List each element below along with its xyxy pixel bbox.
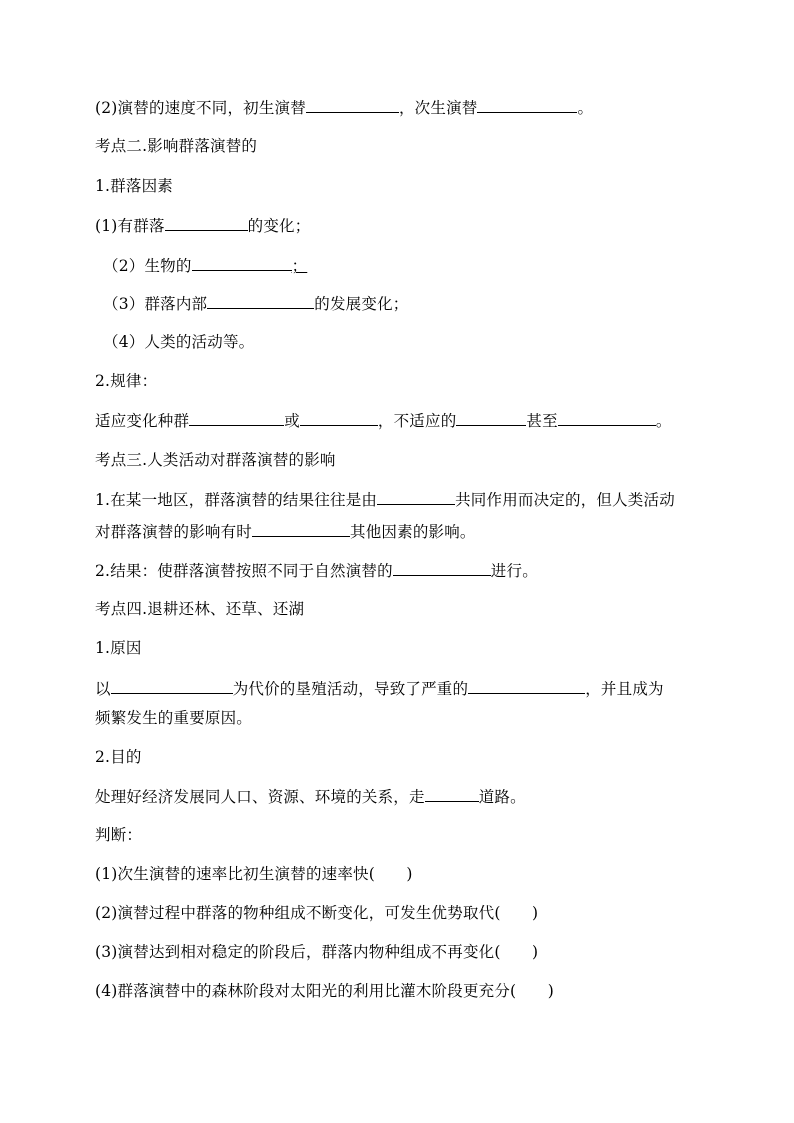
result-line bbox=[95, 560, 538, 581]
rule-line bbox=[95, 410, 672, 431]
text: ，次生演替 bbox=[398, 99, 478, 117]
fill-blank[interactable] bbox=[456, 410, 526, 426]
text: 以 bbox=[95, 680, 111, 698]
fill-blank[interactable] bbox=[300, 410, 378, 426]
subheading-goal: 2.目的 bbox=[95, 748, 142, 766]
text: 为代价的垦殖活动，导致了严重的 bbox=[232, 680, 469, 698]
text: 的变化； bbox=[247, 217, 311, 235]
fill-blank[interactable] bbox=[306, 97, 399, 113]
factor-3 bbox=[103, 293, 408, 314]
factor-4: （4）人类的活动等。 bbox=[103, 333, 255, 351]
fill-blank[interactable] bbox=[165, 215, 248, 231]
subheading-cause: 1.原因 bbox=[95, 639, 142, 657]
text: 。 bbox=[577, 99, 594, 117]
human-activity-line-2 bbox=[95, 521, 476, 542]
fill-blank[interactable] bbox=[477, 97, 577, 113]
text: 2.结果：使群落演替按照不同于自然演替的 bbox=[95, 562, 393, 580]
judgment-item-3: (3)演替达到相对稳定的阶段后，群落内物种组成不再变化( ) bbox=[95, 943, 539, 961]
fill-blank[interactable] bbox=[192, 255, 292, 271]
human-activity-line-1 bbox=[95, 489, 675, 510]
text: 处理好经济发展同人口、资源、环境的关系，走 bbox=[95, 788, 425, 806]
text: ，不适应的 bbox=[377, 412, 457, 430]
judgment-item-1: (1)次生演替的速率比初生演替的速率快( ) bbox=[95, 865, 413, 883]
factor-2 bbox=[103, 255, 307, 276]
section-heading-3: 考点三.人类活动对群落演替的影响 bbox=[95, 451, 336, 469]
fill-blank[interactable] bbox=[425, 786, 479, 802]
text: 进行。 bbox=[490, 562, 538, 580]
judgment-item-2: (2)演替过程中群落的物种组成不断变化，可发生优势取代( ) bbox=[95, 904, 539, 922]
subheading-community-factors: 1.群落因素 bbox=[95, 177, 173, 195]
fill-blank[interactable] bbox=[393, 560, 491, 576]
text: ； bbox=[291, 257, 308, 275]
fill-blank[interactable] bbox=[377, 489, 455, 505]
text: 的发展变化； bbox=[314, 295, 409, 313]
text: （2）生物的 bbox=[103, 257, 192, 275]
text: 甚至 bbox=[526, 412, 558, 430]
text: 其他因素的影响。 bbox=[350, 523, 476, 541]
text: (1)有群落 bbox=[95, 217, 165, 235]
text: 对群落演替的影响有时 bbox=[95, 523, 253, 541]
text: 1.在某一地区，群落演替的结果往往是由 bbox=[95, 491, 378, 509]
fill-blank[interactable] bbox=[558, 410, 656, 426]
text: 道路。 bbox=[478, 788, 526, 806]
fill-blank[interactable] bbox=[468, 678, 585, 694]
section-heading-2: 考点二.影响群落演替的 bbox=[95, 137, 258, 155]
text: 适应变化种群 bbox=[95, 412, 190, 430]
text: 共同作用而决定的，但人类活动 bbox=[455, 491, 675, 509]
text: (2)演替的速度不同，初生演替 bbox=[95, 99, 306, 117]
subheading-rule: 2.规律： bbox=[95, 372, 158, 390]
section-heading-4: 考点四.退耕还林、还草、还湖 bbox=[95, 600, 305, 618]
judgment-heading: 判断： bbox=[95, 826, 143, 844]
text: （3）群落内部 bbox=[103, 295, 208, 313]
fill-blank[interactable] bbox=[207, 293, 314, 309]
line-succession-speed bbox=[95, 97, 593, 118]
text: 或 bbox=[284, 412, 300, 430]
fill-blank[interactable] bbox=[189, 410, 284, 426]
judgment-item-4: (4)群落演替中的森林阶段对太阳光的利用比灌木阶段更充分( ) bbox=[95, 982, 554, 1000]
cause-line-1 bbox=[95, 678, 664, 699]
fill-blank[interactable] bbox=[111, 678, 233, 694]
factor-1 bbox=[95, 215, 310, 236]
text: 。 bbox=[655, 412, 672, 430]
fill-blank[interactable] bbox=[252, 521, 350, 537]
goal-line bbox=[95, 786, 526, 807]
text: ，并且成为 bbox=[585, 680, 664, 698]
cause-line-2: 频繁发生的重要原因。 bbox=[95, 709, 253, 727]
